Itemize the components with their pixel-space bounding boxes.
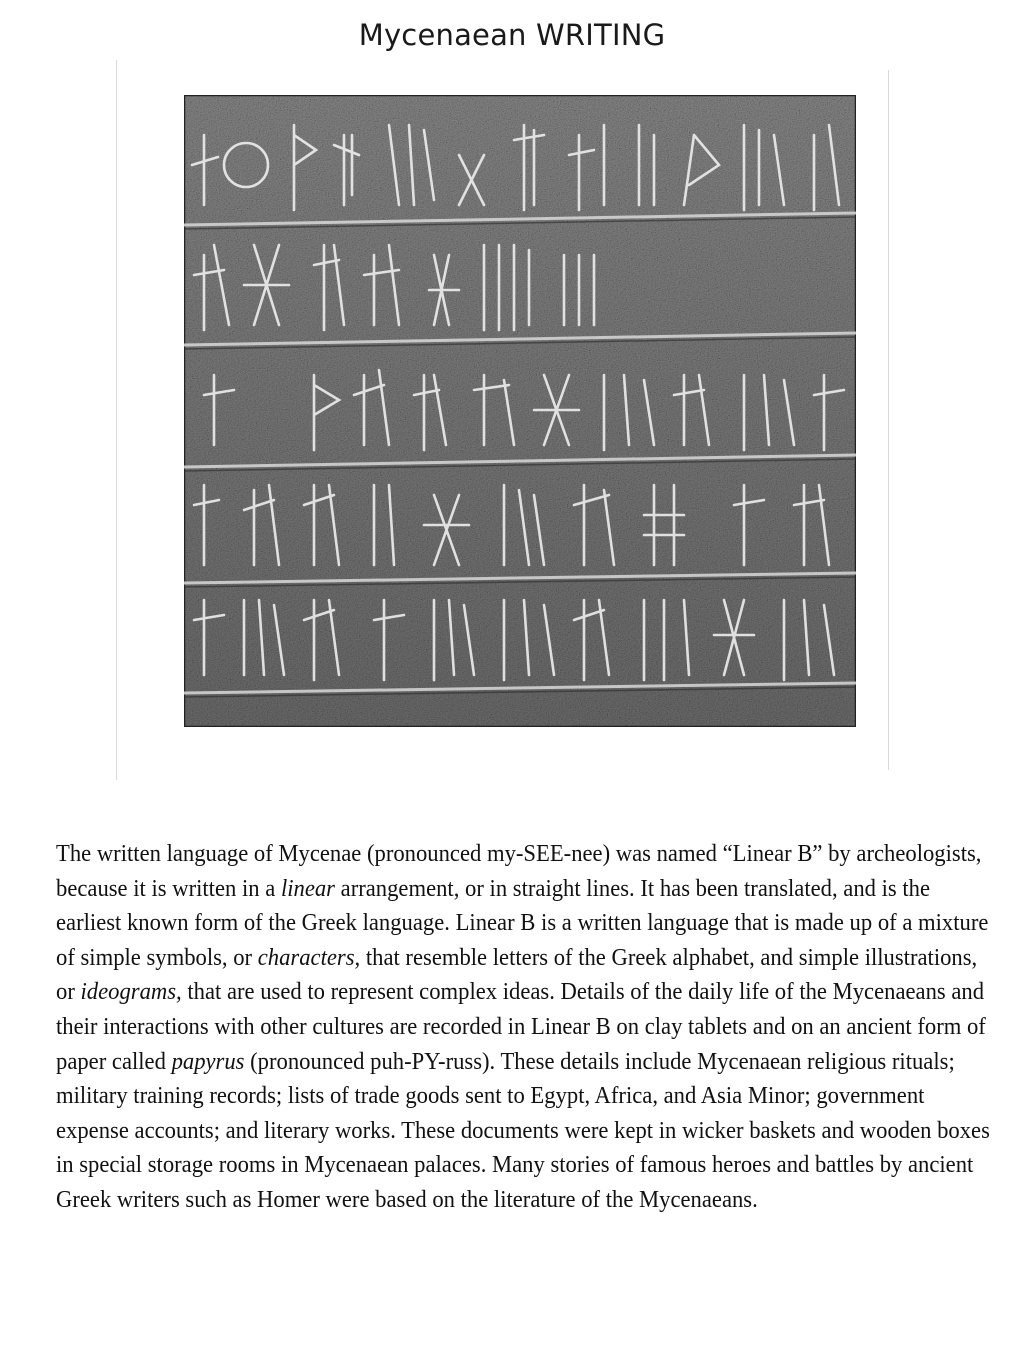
- paragraph-segment-2: arrangement, or in straight lines. It has been translated, and is the earliest known form of the Greek language. Linear B is a written language that is made up of a mixture of simple symbols, or: [56, 874, 989, 971]
- paragraph-segment-3: that resemble letters of the Greek alphabet, and simple illustrations, or: [56, 943, 978, 1006]
- paragraph-segment-5: (pronounced puh-PY-russ). These details include Mycenaean religious rituals; military training records; lists of trade goods sent to Egypt, Africa, and Asia Minor; government expense accounts; and literary works. These documents were kept in wicker baskets and wooden boxes in special storage rooms in Mycenaean palaces. Many stories of famous heroes and battles by ancient Greek writers such as Homer were based on the literature of the Mycenaeans.: [56, 1047, 990, 1213]
- paragraph-segment-1: The written language of Mycenae (pronounced my-SEE-nee) was named “Linear B” by archeologists, because it is written in a: [56, 840, 982, 902]
- term-papyrus: papyrus: [171, 1047, 245, 1075]
- term-linear: linear: [280, 874, 335, 902]
- term-ideograms: ideograms,: [80, 978, 182, 1006]
- paragraph-text: [56, 837, 994, 1218]
- paragraph-segment-4: that are used to represent complex ideas. Details of the daily life of the Mycenaeans and their interactions with other cultures are recorded in Linear B on clay tablets and on an ancient form of paper called: [56, 978, 986, 1075]
- scan-artifact-left: [116, 60, 117, 780]
- page-title: Mycenaean WRITING: [358, 18, 666, 52]
- term-characters: characters,: [257, 943, 361, 971]
- scan-artifact-right: [888, 70, 889, 770]
- body-paragraph: [56, 837, 994, 1218]
- linear-b-tablet-image: [184, 95, 856, 727]
